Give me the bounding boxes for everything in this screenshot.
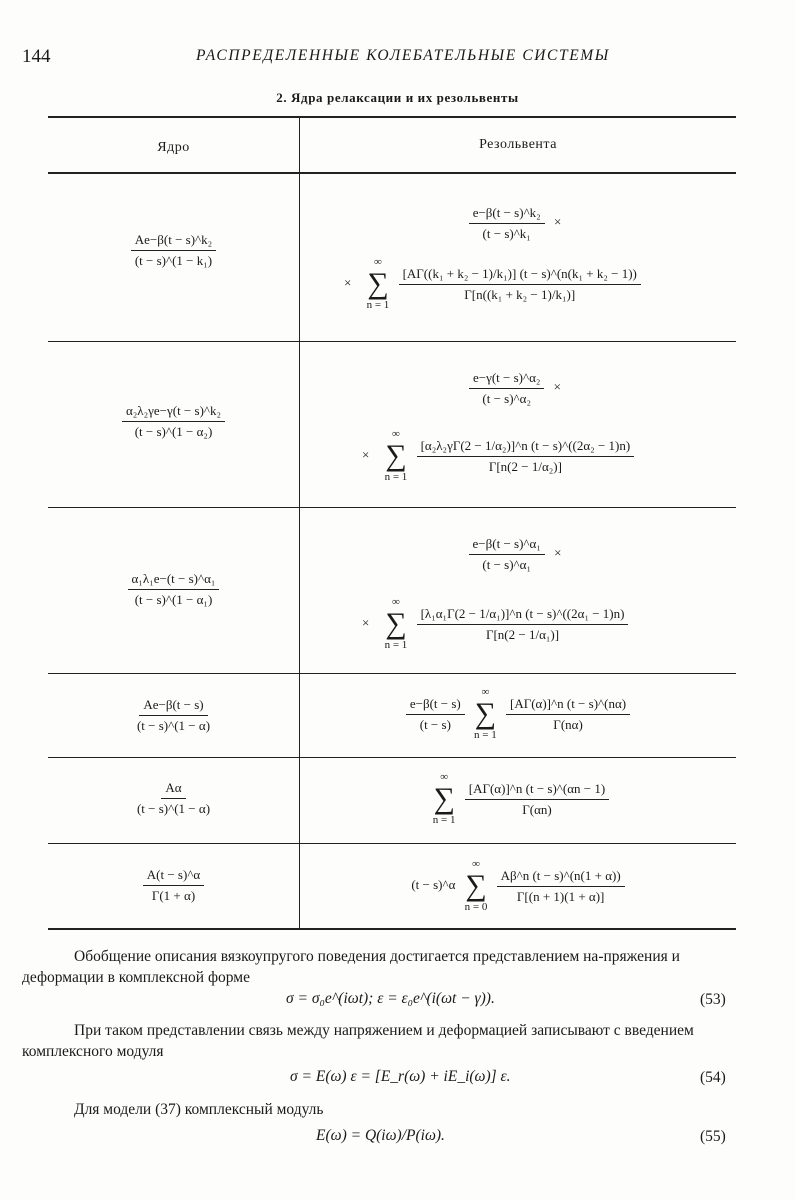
series-numerator: [λ₁α₁Γ(2 − 1/α₁)]^n (t − s)^((2α₁ − 1)n) xyxy=(417,606,629,625)
kernel-denominator: Γ(1 + α) xyxy=(151,887,196,903)
summation-sign: ∞ ∑ n = 0 xyxy=(464,858,488,914)
series-numerator: Aβ^n (t − s)^(n(1 + α)) xyxy=(497,868,625,887)
table-caption: 2. Ядра релаксации и их резольвенты xyxy=(276,90,519,105)
kernel-formula xyxy=(48,697,299,733)
resolvent-factor xyxy=(300,205,736,241)
series-numerator: [α₂λ₂γΓ(2 − 1/α₂)]^n (t − s)^((2α₂ − 1)n) xyxy=(417,438,635,457)
kernel-numerator: Ae−β(t − s) xyxy=(139,697,207,716)
kernel-numerator: α₁λ₁e−(t − s)^α₁ xyxy=(128,571,220,590)
row-rule xyxy=(48,507,736,508)
row-rule xyxy=(48,341,736,342)
kernel-denominator: (t − s)^(1 − α) xyxy=(136,717,211,733)
kernel-denominator: (t − s)^(1 − α₂) xyxy=(134,423,213,439)
series-numerator: [AΓ((k₁ + k₂ − 1)/k₁)] (t − s)^(n(k₁ + k₂ − 1)) xyxy=(399,266,641,285)
kernel-denominator: (t − s)^(1 − k₁) xyxy=(134,252,213,268)
kernel-formula xyxy=(48,403,299,439)
resolvent-denominator: (t − s)^k₁ xyxy=(482,225,531,241)
resolvent-formula xyxy=(300,686,736,742)
resolvent-formula xyxy=(300,858,736,914)
sum-lower-limit: n = 1 xyxy=(366,299,390,312)
resolvent-numerator: e−β(t − s) xyxy=(406,696,465,715)
column-header-kernel: Ядро xyxy=(157,140,190,155)
sum-upper-limit: ∞ xyxy=(392,428,400,440)
times-sign: × xyxy=(362,447,370,463)
resolvent-factor xyxy=(300,536,736,572)
equation-number: (55) xyxy=(700,1128,726,1145)
resolvent-denominator: (t − s)^α₂ xyxy=(482,390,531,406)
kernel-formula xyxy=(48,232,299,268)
table-top-rule xyxy=(48,116,736,118)
kernel-numerator: α₂λ₂γe−γ(t − s)^k₂ xyxy=(122,403,225,422)
kernel-denominator: (t − s)^(1 − α₁) xyxy=(134,591,213,607)
series-denominator: Γ[n((k₁ + k₂ − 1)/k₁)] xyxy=(464,286,576,302)
equation-number: (53) xyxy=(700,991,726,1008)
equation: σ = E(ω) ε = [E_r(ω) + iE_i(ω)] ε. xyxy=(290,1068,511,1085)
row-rule xyxy=(48,757,736,758)
resolvent-series xyxy=(338,256,641,312)
sum-upper-limit: ∞ xyxy=(481,686,490,698)
sum-lower-limit: n = 1 xyxy=(384,471,408,484)
equation: σ = σ₀e^(iωt); ε = ε₀e^(i(ωt − γ)). xyxy=(286,990,495,1007)
sum-lower-limit: n = 1 xyxy=(432,814,456,827)
equation-number: (54) xyxy=(700,1069,726,1086)
summation-sign: ∞ ∑ n = 1 xyxy=(384,428,408,484)
resolvent-series xyxy=(356,428,634,484)
header-bottom-rule xyxy=(48,172,736,174)
series-numerator: [AΓ(α)]^n (t − s)^(αn − 1) xyxy=(465,781,609,800)
resolvent-prefix: (t − s)^α xyxy=(411,877,456,893)
paragraph: При таком представлении связь между напряжением и деформацией записывают с введением комплексного модуля xyxy=(22,1022,694,1060)
row-rule xyxy=(48,673,736,674)
resolvent-numerator: e−γ(t − s)^α₂ xyxy=(469,370,544,389)
resolvent-factor xyxy=(300,370,736,406)
table-bottom-rule xyxy=(48,928,736,930)
kernel-numerator: Ae−β(t − s)^k₂ xyxy=(131,232,216,251)
kernel-numerator: A(t − s)^α xyxy=(143,867,204,886)
summation-sign: ∞ ∑ n = 1 xyxy=(384,596,408,652)
kernel-denominator: (t − s)^(1 − α) xyxy=(136,800,211,816)
times-sign: × xyxy=(553,214,562,230)
kernel-formula xyxy=(48,780,299,816)
sum-upper-limit: ∞ xyxy=(374,256,382,268)
sum-lower-limit: n = 1 xyxy=(384,639,408,652)
kernel-numerator: Aα xyxy=(161,780,185,799)
series-denominator: Γ(nα) xyxy=(553,716,583,732)
sum-upper-limit: ∞ xyxy=(472,858,480,870)
summation-sign: ∞ ∑ n = 1 xyxy=(432,771,456,827)
kernel-formula xyxy=(48,867,299,903)
sum-upper-limit: ∞ xyxy=(392,596,400,608)
times-sign: × xyxy=(554,545,562,561)
sum-upper-limit: ∞ xyxy=(440,771,449,783)
resolvent-numerator: e−β(t − s)^k₂ xyxy=(469,205,545,224)
page-number: 144 xyxy=(22,46,51,67)
row-rule xyxy=(48,843,736,844)
equation: E(ω) = Q(iω)/P(iω). xyxy=(316,1127,445,1144)
summation-sign: ∞ ∑ n = 1 xyxy=(366,256,390,312)
resolvent-series xyxy=(356,596,628,652)
times-sign: × xyxy=(553,379,562,395)
column-header-resolvent: Резольвента xyxy=(479,137,557,152)
series-denominator: Γ(αn) xyxy=(522,801,552,817)
resolvent-numerator: e−β(t − s)^α₁ xyxy=(469,536,545,555)
sum-lower-limit: n = 0 xyxy=(464,901,488,914)
resolvent-denominator: (t − s)^α₁ xyxy=(482,556,531,572)
paragraph: Для модели (37) комплексный модуль xyxy=(74,1101,324,1118)
running-title: РАСПРЕДЕЛЕННЫЕ КОЛЕБАТЕЛЬНЫЕ СИСТЕМЫ xyxy=(196,47,610,64)
kernel-formula xyxy=(48,571,299,607)
resolvent-denominator: (t − s) xyxy=(419,716,451,732)
sum-lower-limit: n = 1 xyxy=(474,729,497,742)
resolvent-formula xyxy=(300,771,736,827)
times-sign: × xyxy=(344,275,352,291)
series-denominator: Γ[n(2 − 1/α₂)] xyxy=(488,458,562,474)
series-denominator: Γ[n(2 − 1/α₁)] xyxy=(485,626,560,642)
series-numerator: [AΓ(α)]^n (t − s)^(nα) xyxy=(506,696,630,715)
summation-sign: ∞ ∑ n = 1 xyxy=(474,686,497,742)
paragraph: Обобщение описания вязкоупругого поведения достигается представлением на-пряжения и деформации в комплексной форме xyxy=(22,948,680,986)
series-denominator: Γ[(n + 1)(1 + α)] xyxy=(516,888,605,904)
times-sign: × xyxy=(362,615,370,631)
